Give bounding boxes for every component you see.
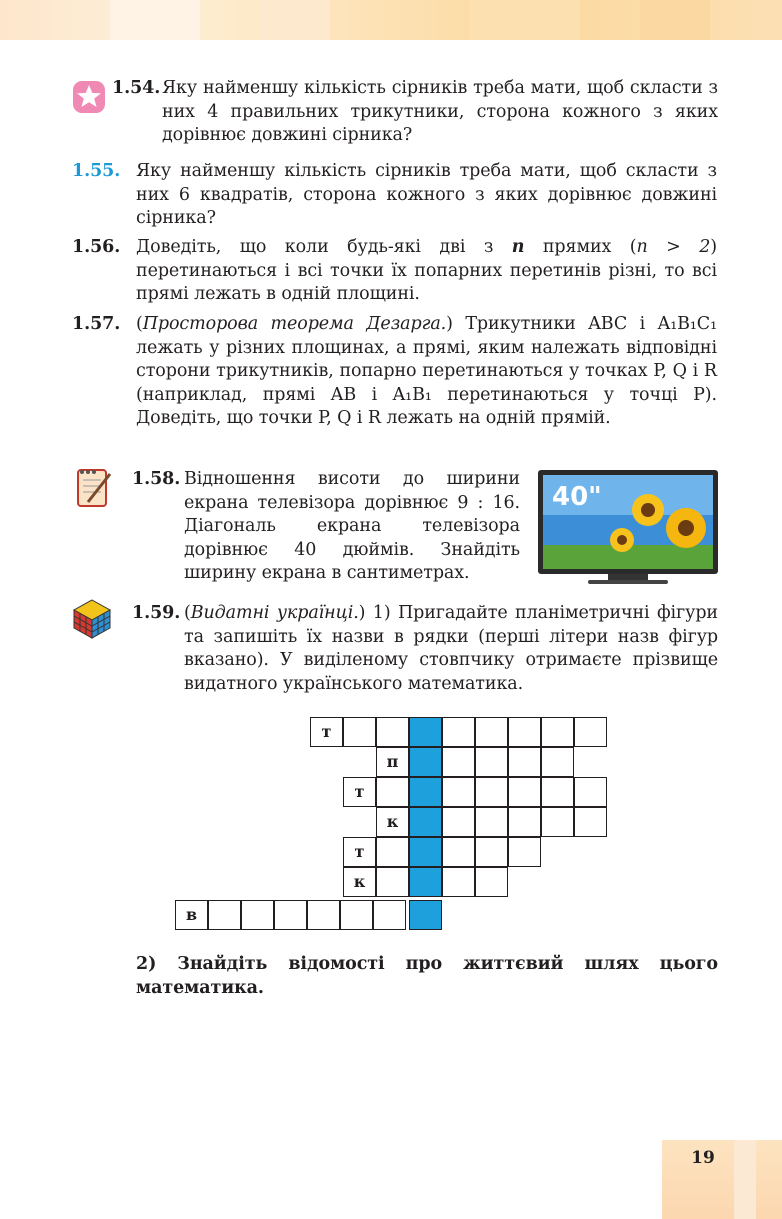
- crossword-cell: [475, 837, 508, 867]
- crossword-cell: [475, 807, 508, 837]
- crossword-cell: [442, 747, 475, 777]
- crossword-cell: [208, 900, 241, 930]
- problem-1-57: [72, 313, 717, 431]
- problem-number: 1.58.: [132, 469, 181, 489]
- problem-text: Яку найменшу кількість сірників треба мати, щоб скласти з них 6 квадратів, сторона кожного з яких дорівнює довжині сірника?: [136, 161, 717, 228]
- crossword-cell: т: [343, 777, 376, 807]
- problem-1-55: [72, 160, 717, 231]
- crossword-cell: [442, 867, 475, 897]
- crossword-highlighted-cell: [409, 867, 442, 897]
- crossword-cell: [475, 717, 508, 747]
- crossword-cell: [340, 900, 373, 930]
- star-icon: [72, 80, 106, 114]
- crossword-highlighted-cell: [409, 747, 442, 777]
- tv-label: 40": [552, 482, 602, 512]
- crossword-cell: [343, 717, 376, 747]
- problem-number: 1.55.: [72, 161, 121, 181]
- problem-number: 1.54.: [112, 78, 161, 98]
- crossword-cell: т: [343, 837, 376, 867]
- crossword-cell: [373, 900, 406, 930]
- crossword-cell: [376, 717, 409, 747]
- crossword-cell: [442, 717, 475, 747]
- problem-number: 1.56.: [72, 237, 121, 257]
- problem-1-56: [72, 236, 717, 307]
- crossword-cell: т: [310, 717, 343, 747]
- crossword-highlighted-cell: [409, 717, 442, 747]
- crossword-cell: [574, 717, 607, 747]
- crossword-cell: [475, 747, 508, 777]
- crossword-cell: [508, 747, 541, 777]
- crossword-cell: [307, 900, 340, 930]
- problem-number: 1.59.: [132, 603, 181, 623]
- crossword-cell: [376, 867, 409, 897]
- crossword-cell: [442, 777, 475, 807]
- top-decorative-band: [0, 0, 782, 40]
- notepad-icon: [74, 466, 114, 510]
- problem-text: Доведіть, що коли будь-які дві з n прямих (n > 2) перетинаються і всі точки їх попарних перетинів різні, то всі прямі лежать в одній площині.: [136, 237, 717, 304]
- crossword-cell: п: [376, 747, 409, 777]
- problem-1-54: [112, 77, 718, 148]
- problem-1-59-part2: [136, 953, 718, 1000]
- problem-1-58: [132, 468, 520, 586]
- crossword-highlighted-cell: [409, 900, 442, 930]
- crossword-cell: [508, 717, 541, 747]
- crossword-cell: [376, 837, 409, 867]
- crossword-highlighted-cell: [409, 807, 442, 837]
- crossword-cell: [508, 807, 541, 837]
- crossword-cell: [508, 837, 541, 867]
- problem-text: Яку найменшу кількість сірників треба мати, щоб скласти з них 4 правильних трикутники, сторона кожного з яких дорівнює довжині сірника?: [162, 78, 718, 145]
- crossword-cell: к: [376, 807, 409, 837]
- crossword-cell: [442, 837, 475, 867]
- problem-text: Відношення висоти до ширини екрана телевізора дорівнює 9 : 16. Діагональ екрана телевізора дорівнює 40 дюймів. Знайдіть ширину екрана в сантиметрах.: [184, 469, 520, 583]
- crossword-cell: [241, 900, 274, 930]
- rubiks-cube-icon: [72, 598, 112, 640]
- crossword-cell: [508, 777, 541, 807]
- crossword-cell: [574, 777, 607, 807]
- tv-image: [538, 470, 718, 588]
- crossword-cell: [475, 867, 508, 897]
- crossword-cell: в: [175, 900, 208, 930]
- crossword-cell: [442, 807, 475, 837]
- crossword-cell: [541, 747, 574, 777]
- problem-text: (Просторова теорема Дезарга.) Трикутники ABC і A₁B₁C₁ лежать у різних площинах, а прямі, яким належать відповідні сторони трикутників, попарно перетинаються у точках P, Q і R (наприклад, прямі AB і A₁B₁ перетинаються у точці P). Доведіть, що точки P, Q і R лежать на одній прямій.: [136, 314, 717, 428]
- page-number: 19: [691, 1148, 715, 1168]
- crossword-cell: [541, 717, 574, 747]
- crossword-cell: [541, 807, 574, 837]
- crossword-cell: [541, 777, 574, 807]
- problem-text: 2) Знайдіть відомості про життєвий шлях цього математика.: [136, 954, 718, 998]
- problem-number: 1.57.: [72, 314, 121, 334]
- crossword-cell: [274, 900, 307, 930]
- crossword-cell: [376, 777, 409, 807]
- problem-1-59: [132, 602, 718, 696]
- crossword-highlighted-cell: [409, 837, 442, 867]
- crossword-cell: [475, 777, 508, 807]
- crossword-cell: к: [343, 867, 376, 897]
- problem-text: (Видатні українці.) 1) Пригадайте планіметричні фігури та запишіть їх назви в рядки (перші літери назв фігур вказано). У виділеному стовпчику отримаєте прізвище видатного українського математика.: [184, 603, 718, 694]
- crossword-highlighted-cell: [409, 777, 442, 807]
- crossword-cell: [574, 807, 607, 837]
